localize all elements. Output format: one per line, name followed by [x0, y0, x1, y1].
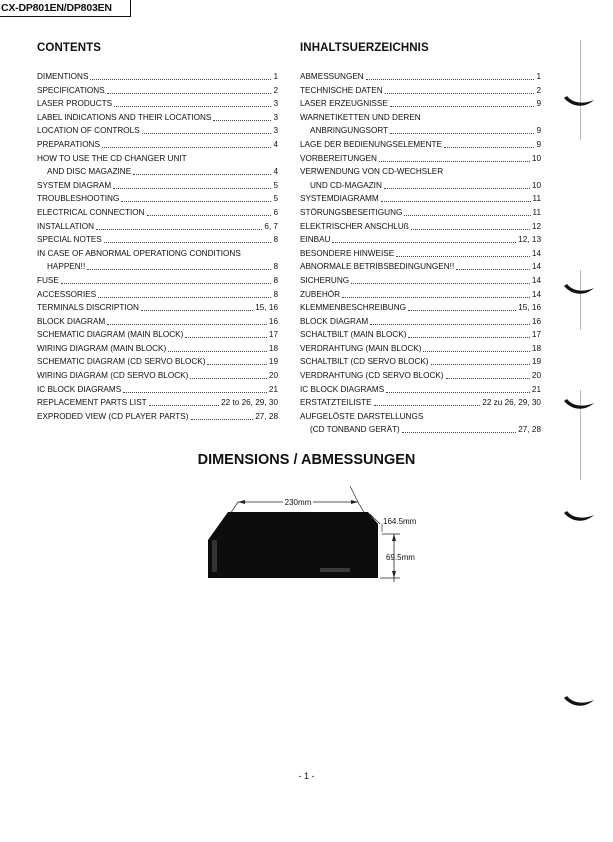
dimensions-title: DIMENSIONS / ABMESSUNGEN [197, 452, 416, 468]
toc-entry [300, 369, 541, 383]
toc-entry-page: 27, 28 [255, 411, 278, 421]
toc-entry-page: 5 [273, 180, 278, 190]
edge-line [580, 40, 581, 140]
toc-leader-dots [191, 410, 254, 420]
toc-entry [37, 152, 278, 166]
toc-leader-dots [423, 342, 529, 352]
toc-entry [37, 274, 278, 288]
toc-entry-title: ANBRINGUNGSORT [310, 126, 389, 136]
toc-entry [300, 355, 541, 369]
toc-leader-dots [142, 124, 272, 134]
toc-entry-title: EINBAU [300, 235, 331, 245]
toc-leader-dots [87, 260, 271, 270]
toc-entry-title: SCHALTBILT (CD SERVO BLOCK) [300, 357, 429, 367]
toc-entry-title: ELEKTRISCHER ANSCHLUß [300, 221, 409, 231]
toc-entry-page: 17 [531, 330, 541, 340]
toc-entry [37, 396, 278, 410]
toc-entry [37, 369, 278, 383]
toc-entry-page: 20 [268, 371, 278, 381]
toc-entry-title: ELECTRICAL CONNECTION [37, 207, 145, 217]
toc-leader-dots [390, 97, 535, 107]
toc-entry [300, 315, 541, 329]
toc-leader-dots [332, 233, 516, 243]
toc-entry-title: VERWENDUNG VON CD-WECHSLER [300, 167, 444, 177]
toc-leader-dots [121, 192, 271, 202]
toc-entry [37, 410, 278, 424]
toc-leader-dots [185, 328, 267, 338]
toc-entry [37, 383, 278, 397]
toc-entry-title: AND DISC MAGAZINE [47, 167, 132, 177]
toc-entry-page: 9 [536, 126, 541, 136]
toc-entry-title: BLOCK DIAGRAM [37, 316, 106, 326]
toc-entry [37, 220, 278, 234]
toc-entry-page: 11 [532, 207, 541, 217]
toc-entry-title: TROUBLESHOOTING [37, 194, 120, 204]
toc-entry-page: 9 [536, 99, 541, 109]
toc-leader-dots [366, 70, 535, 80]
toc-entry [300, 247, 541, 261]
toc-leader-dots [123, 383, 267, 393]
toc-leader-dots [370, 315, 530, 325]
toc-entry [37, 97, 278, 111]
toc-leader-dots [381, 192, 531, 202]
toc-entry-title: TERMINALS DISCRIPTION [37, 303, 139, 313]
toc-entry-page: 8 [273, 235, 278, 245]
toc-entry-page: 2 [273, 85, 278, 95]
toc-entry [37, 342, 278, 356]
width-label: 230mm [284, 498, 312, 507]
width-arrow-left [238, 500, 245, 504]
width-extension-right-upper [350, 486, 358, 502]
toc-entry [300, 138, 541, 152]
toc-entry-page: 6, 7 [264, 221, 278, 231]
toc-entry-title: SCHEMATIC DIAGRAM (MAIN BLOCK) [37, 330, 184, 340]
toc-entry-title: INSTALLATION [37, 221, 95, 231]
inhalt-title: INHALTSUERZEICHNIS [300, 42, 429, 54]
toc-leader-dots [456, 260, 530, 270]
toc-entry [300, 124, 541, 138]
toc-entry-page: 27, 28 [518, 425, 541, 435]
toc-entry-title: BESONDERE HINWEISE [300, 248, 395, 258]
binder-mark-icon [563, 695, 595, 709]
toc-leader-dots [149, 396, 219, 406]
toc-entry-title: IN CASE OF ABNORMAL OPERATIONG CONDITIONS [37, 248, 241, 258]
toc-entry [37, 260, 278, 274]
toc-leader-dots [408, 301, 516, 311]
toc-leader-dots [385, 84, 535, 94]
toc-entry [300, 410, 541, 424]
toc-entry [300, 70, 541, 84]
toc-entry-title: ABMESSUNGEN [300, 72, 364, 81]
toc-leader-dots [96, 220, 262, 230]
toc-entry [37, 301, 278, 315]
toc-entry-title: WARNETIKETTEN UND DEREN [300, 112, 421, 122]
toc-entry-title: TECHNISCHE DATEN [300, 85, 383, 95]
toc-entry-page: 1 [273, 72, 278, 81]
toc-entry-title: IC BLOCK DIAGRAMS [300, 384, 385, 394]
toc-entry [37, 206, 278, 220]
toc-entry-title: EXPRODED VIEW (CD PLAYER PARTS) [37, 411, 189, 421]
binder-mark-icon [563, 95, 595, 109]
dimension-diagram [200, 478, 440, 588]
toc-entry-title: SCHEMATIC DIAGRAM (CD SERVO BLOCK) [37, 357, 206, 367]
toc-entry-page: 14 [531, 248, 541, 258]
toc-entry-page: 17 [268, 330, 278, 340]
toc-entry-title: UND CD-MAGAZIN [310, 180, 382, 190]
toc-leader-dots [98, 288, 271, 298]
toc-entry-page: 16 [531, 316, 541, 326]
toc-entry-page: 18 [268, 343, 278, 353]
toc-entry-title: SPECIAL NOTES [37, 235, 102, 245]
binder-mark-icon [563, 398, 595, 412]
toc-entry [300, 233, 541, 247]
toc-entry-title: DIMENTIONS [37, 72, 89, 81]
toc-entry [37, 247, 278, 261]
toc-leader-dots [396, 247, 530, 257]
toc-leader-dots [190, 369, 267, 379]
unit-body [208, 512, 378, 578]
toc-entry-title: (CD TONBAND GERÄT) [310, 425, 400, 435]
binder-mark-icon [563, 510, 595, 524]
toc-leader-dots [402, 423, 516, 433]
toc-leader-dots [408, 328, 529, 338]
toc-leader-dots [147, 206, 272, 216]
toc-entry-page: 3 [273, 99, 278, 109]
toc-entry-page: 20 [531, 371, 541, 381]
toc-leader-dots [90, 70, 271, 80]
toc-entry-page: 18 [531, 343, 541, 353]
toc-leader-dots [404, 206, 530, 216]
height-label: 69.5mm [386, 553, 415, 562]
toc-leader-dots [374, 396, 481, 406]
toc-leader-dots [446, 369, 530, 379]
toc-entry-title: LASER PRODUCTS [37, 99, 113, 109]
toc-leader-dots [207, 355, 266, 365]
toc-leader-dots [113, 179, 271, 189]
toc-entry-page: 5 [273, 194, 278, 204]
contents-list [37, 70, 278, 423]
toc-entry-page: 2 [536, 85, 541, 95]
toc-entry [37, 111, 278, 125]
page-number: - 1 - [298, 771, 315, 781]
toc-entry-page: 3 [273, 126, 278, 136]
toc-entry-title: AUFGELÖSTE DARSTELLUNGS [300, 411, 424, 421]
toc-entry-title: LASER ERZEUGNISSE [300, 99, 388, 109]
toc-entry-title: ABNORMALE BETRIBSBEDINGUNGEN!! [300, 262, 455, 272]
toc-leader-dots [379, 152, 530, 162]
toc-entry-page: 8 [273, 275, 278, 285]
toc-entry [300, 165, 541, 179]
toc-entry [300, 84, 541, 98]
toc-entry-page: 4 [273, 139, 278, 149]
toc-leader-dots [384, 179, 530, 189]
toc-entry-page: 16 [268, 316, 278, 326]
toc-entry-title: HOW TO USE THE CD CHANGER UNIT [37, 153, 187, 163]
toc-leader-dots [411, 220, 530, 230]
height-arrow-top [392, 534, 396, 541]
toc-entry [300, 206, 541, 220]
toc-entry [300, 342, 541, 356]
toc-entry-title: LOCATION OF CONTROLS [37, 126, 140, 136]
toc-entry-title: STÖRUNGSBESEITIGUNG [300, 207, 403, 217]
toc-entry [37, 315, 278, 329]
toc-leader-dots [107, 84, 272, 94]
toc-entry-title: SCHALTBILT (MAIN BLOCK) [300, 330, 407, 340]
toc-entry-page: 21 [268, 384, 278, 394]
toc-entry-title: SPECIFICATIONS [37, 85, 105, 95]
toc-entry [300, 260, 541, 274]
depth-label: 164.5mm [383, 517, 417, 526]
toc-leader-dots [444, 138, 534, 148]
toc-entry-title: ZUBEHÖR [300, 289, 341, 299]
toc-entry-title: VORBEREITUNGEN [300, 153, 377, 163]
toc-entry-title: LAGE DER BEDIENUNGSELEMENTE [300, 139, 442, 149]
toc-entry-title: ERSTATZTEILISTE [300, 398, 372, 408]
toc-entry-page: 10 [531, 180, 541, 190]
toc-leader-dots [351, 274, 530, 284]
toc-entry-page: 19 [268, 357, 278, 367]
toc-entry-page: 10 [531, 153, 541, 163]
toc-leader-dots [133, 165, 271, 175]
toc-entry [300, 274, 541, 288]
unit-slot [320, 568, 350, 572]
toc-entry-page: 9 [536, 139, 541, 149]
toc-entry-title: FUSE [37, 275, 59, 285]
inhalt-list [300, 70, 541, 437]
toc-entry-page: 15, 16 [518, 303, 541, 313]
toc-entry-page: 22 to 26, 29, 30 [221, 398, 278, 408]
toc-leader-dots [431, 355, 530, 365]
toc-entry [300, 396, 541, 410]
toc-entry [37, 192, 278, 206]
toc-entry-page: 8 [273, 262, 278, 272]
toc-entry [300, 152, 541, 166]
toc-entry-title: VERDRAHTUNG (MAIN BLOCK) [300, 343, 422, 353]
model-number-header: CX-DP801EN/DP803EN [0, 0, 131, 17]
toc-entry [37, 138, 278, 152]
toc-entry [37, 288, 278, 302]
toc-entry-title: HAPPEN!! [47, 262, 86, 272]
toc-entry-title: IC BLOCK DIAGRAMS [37, 384, 122, 394]
toc-entry-page: 8 [273, 289, 278, 299]
toc-entry [300, 97, 541, 111]
toc-leader-dots [342, 288, 530, 298]
toc-leader-dots [168, 342, 267, 352]
toc-leader-dots [104, 233, 272, 243]
toc-entry-page: 22 zu 26, 29, 30 [482, 398, 541, 408]
toc-leader-dots [141, 301, 253, 311]
toc-entry-title: SYSTEMDIAGRAMM [300, 194, 379, 204]
toc-entry-page: 14 [531, 289, 541, 299]
toc-entry-page: 4 [273, 167, 278, 177]
toc-entry-title: KLEMMENBESCHREIBUNG [300, 303, 407, 313]
toc-entry-page: 21 [531, 384, 541, 394]
toc-entry [300, 423, 541, 437]
toc-entry-page: 3 [273, 112, 278, 122]
binder-mark-icon [563, 283, 595, 297]
height-arrow-bottom [392, 571, 396, 578]
toc-entry [37, 355, 278, 369]
toc-entry [37, 84, 278, 98]
toc-entry [300, 192, 541, 206]
toc-entry-title: SICHERUNG [300, 275, 350, 285]
toc-entry-page: 1 [536, 72, 541, 81]
toc-leader-dots [213, 111, 271, 121]
toc-leader-dots [114, 97, 271, 107]
toc-entry [300, 383, 541, 397]
toc-leader-dots [102, 138, 272, 148]
toc-entry-page: 14 [531, 275, 541, 285]
toc-entry [300, 111, 541, 125]
toc-entry-page: 6 [273, 207, 278, 217]
toc-entry-title: WIRING DIAGRAM (CD SERVO BLOCK) [37, 371, 189, 381]
contents-title: CONTENTS [37, 42, 102, 54]
toc-leader-dots [390, 124, 534, 134]
toc-entry-title: REPLACEMENT PARTS LIST [37, 398, 147, 408]
toc-entry [37, 70, 278, 84]
toc-entry-title: SYSTEM DIAGRAM [37, 180, 112, 190]
toc-entry-title: LABEL INDICATIONS AND THEIR LOCATIONS [37, 112, 212, 122]
toc-entry [300, 220, 541, 234]
toc-leader-dots [107, 315, 267, 325]
toc-entry [37, 328, 278, 342]
toc-entry-title: VERDRAHTUNG (CD SERVO BLOCK) [300, 371, 444, 381]
toc-entry [300, 328, 541, 342]
toc-entry-page: 19 [531, 357, 541, 367]
toc-entry-page: 11 [532, 194, 541, 204]
toc-entry-title: WIRING DIAGRAM (MAIN BLOCK) [37, 343, 167, 353]
toc-entry [37, 124, 278, 138]
toc-entry-page: 12 [531, 221, 541, 231]
toc-entry-page: 14 [531, 262, 541, 272]
toc-entry-page: 15, 16 [255, 303, 278, 313]
toc-entry [300, 301, 541, 315]
toc-entry [300, 179, 541, 193]
toc-entry-title: ACCESSORIES [37, 289, 97, 299]
toc-entry [37, 165, 278, 179]
toc-entry [37, 233, 278, 247]
toc-entry-title: BLOCK DIAGRAM [300, 316, 369, 326]
edge-line [580, 270, 581, 330]
toc-entry-title: PREPARATIONS [37, 139, 100, 149]
toc-entry-page: 12, 13 [518, 235, 541, 245]
toc-leader-dots [61, 274, 272, 284]
toc-entry [300, 288, 541, 302]
unit-face-edge [212, 540, 217, 572]
toc-leader-dots [386, 383, 530, 393]
toc-entry [37, 179, 278, 193]
